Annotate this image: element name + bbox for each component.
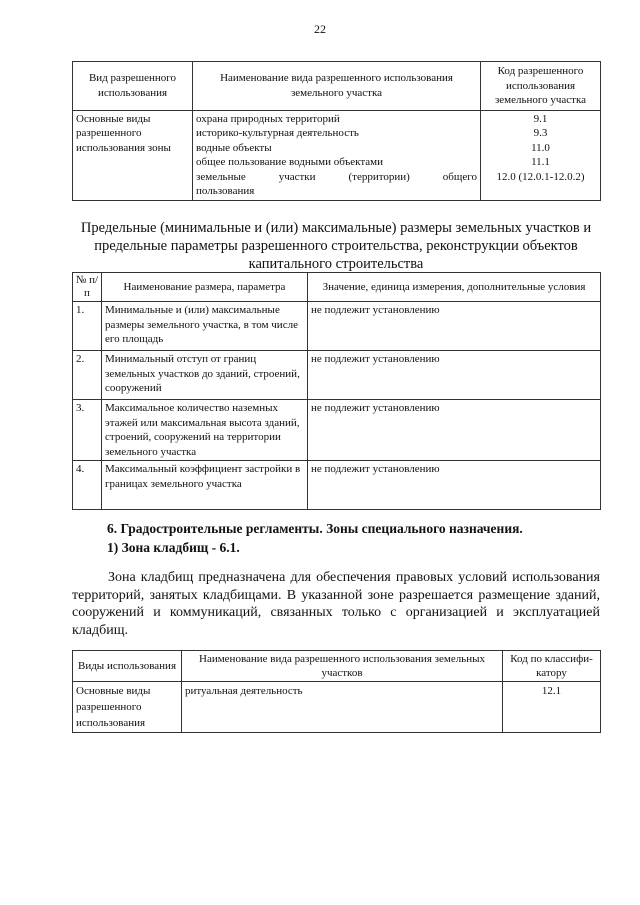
row-number: 1. bbox=[73, 302, 102, 351]
table-header-row bbox=[73, 273, 601, 302]
parameter-value: не подлежит установлению bbox=[308, 351, 601, 400]
code-item: 9.1 bbox=[533, 112, 548, 125]
table-header-row bbox=[73, 651, 601, 682]
parameters-table bbox=[72, 272, 601, 510]
table-row bbox=[73, 302, 601, 351]
list-item: общее пользование водными объектами bbox=[196, 156, 383, 168]
list-item: земельные участки (территории) общего bbox=[196, 170, 477, 183]
zone-description: Зона кладбищ предназначена для обеспечения правовых условий использования территорий, занятых кладбищами. В указанной зоне разрешается размещение зданий, сооружений и коммуникаций, связанных только с организацией и эксплуатацией кладбищ. bbox=[72, 570, 600, 638]
table-row bbox=[73, 110, 601, 200]
use-name-cell: ритуальная деятельность bbox=[182, 682, 503, 733]
use-names-cell bbox=[193, 110, 481, 200]
code-item: 11.0 bbox=[531, 141, 550, 154]
parameter-name: Минимальный отступ от границ земельных участков до зданий, строений, сооружений bbox=[102, 351, 308, 400]
parameters-heading: Предельные (минимальные и (или) максимальные) размеры земельных участков и предельные параметры разрешенного строительства, реконструкции объектов капитального строительства bbox=[80, 220, 592, 272]
header-parameter: Наименование размера, параметра bbox=[102, 273, 308, 302]
parameter-value: не подлежит установлению bbox=[308, 302, 601, 351]
header-value: Значение, единица измерения, дополнительные условия bbox=[308, 273, 601, 302]
code-item: 12.0 (12.0.1-12.0.2) bbox=[496, 170, 585, 183]
row-number: 4. bbox=[73, 461, 102, 510]
header-use-code: Код разрешенного использования земельного участка bbox=[481, 62, 601, 111]
use-type-cell: Основные виды разрешенного использования зоны bbox=[73, 110, 193, 200]
header-classifier-code: Код по классифи-катору bbox=[503, 651, 601, 682]
section-title: 6. Градостроительные регламенты. Зоны специального назначения. bbox=[107, 521, 523, 536]
header-use-type: Виды использования bbox=[73, 651, 182, 682]
section-heading bbox=[107, 519, 523, 557]
permitted-use-table bbox=[72, 61, 601, 201]
list-item: водные объекты bbox=[196, 141, 272, 154]
list-item: пользования bbox=[196, 185, 255, 197]
parameter-value: не подлежит установлению bbox=[308, 461, 601, 510]
header-number: № п/п bbox=[73, 273, 102, 302]
parameter-name: Минимальные и (или) максимальные размеры земельного участка, в том числе его площадь bbox=[102, 302, 308, 351]
use-code-cell: 12.1 bbox=[503, 682, 601, 733]
cemetery-zone-table bbox=[72, 650, 601, 733]
list-item: историко-культурная деятельность bbox=[196, 127, 359, 139]
use-type-cell: Основные виды разрешенного использования bbox=[73, 682, 182, 733]
table-row bbox=[73, 400, 601, 461]
page-number: 22 bbox=[314, 22, 326, 36]
table-row bbox=[73, 461, 601, 510]
parameter-value: не подлежит установлению bbox=[308, 400, 601, 461]
parameter-name: Максимальный коэффициент застройки в границах земельного участка bbox=[102, 461, 308, 510]
row-number: 3. bbox=[73, 400, 102, 461]
use-codes-cell bbox=[481, 110, 601, 200]
code-item: 9.3 bbox=[533, 127, 548, 139]
table-row bbox=[73, 351, 601, 400]
header-use-name: Наименование вида разрешенного использования земельного участка bbox=[193, 62, 481, 111]
section-subtitle: 1) Зона кладбищ - 6.1. bbox=[107, 540, 240, 555]
code-item: 11.1 bbox=[531, 156, 550, 168]
table-row bbox=[73, 682, 601, 733]
row-number: 2. bbox=[73, 351, 102, 400]
header-use-name: Наименование вида разрешенного использования земельных участков bbox=[182, 651, 503, 682]
parameter-name: Максимальное количество наземных этажей или максимальная высота зданий, строений, сооружений на территории земельного участка bbox=[102, 400, 308, 461]
header-use-type: Вид разрешенного использования bbox=[73, 62, 193, 111]
table-header-row bbox=[73, 62, 601, 111]
list-item: охрана природных территорий bbox=[196, 112, 340, 125]
